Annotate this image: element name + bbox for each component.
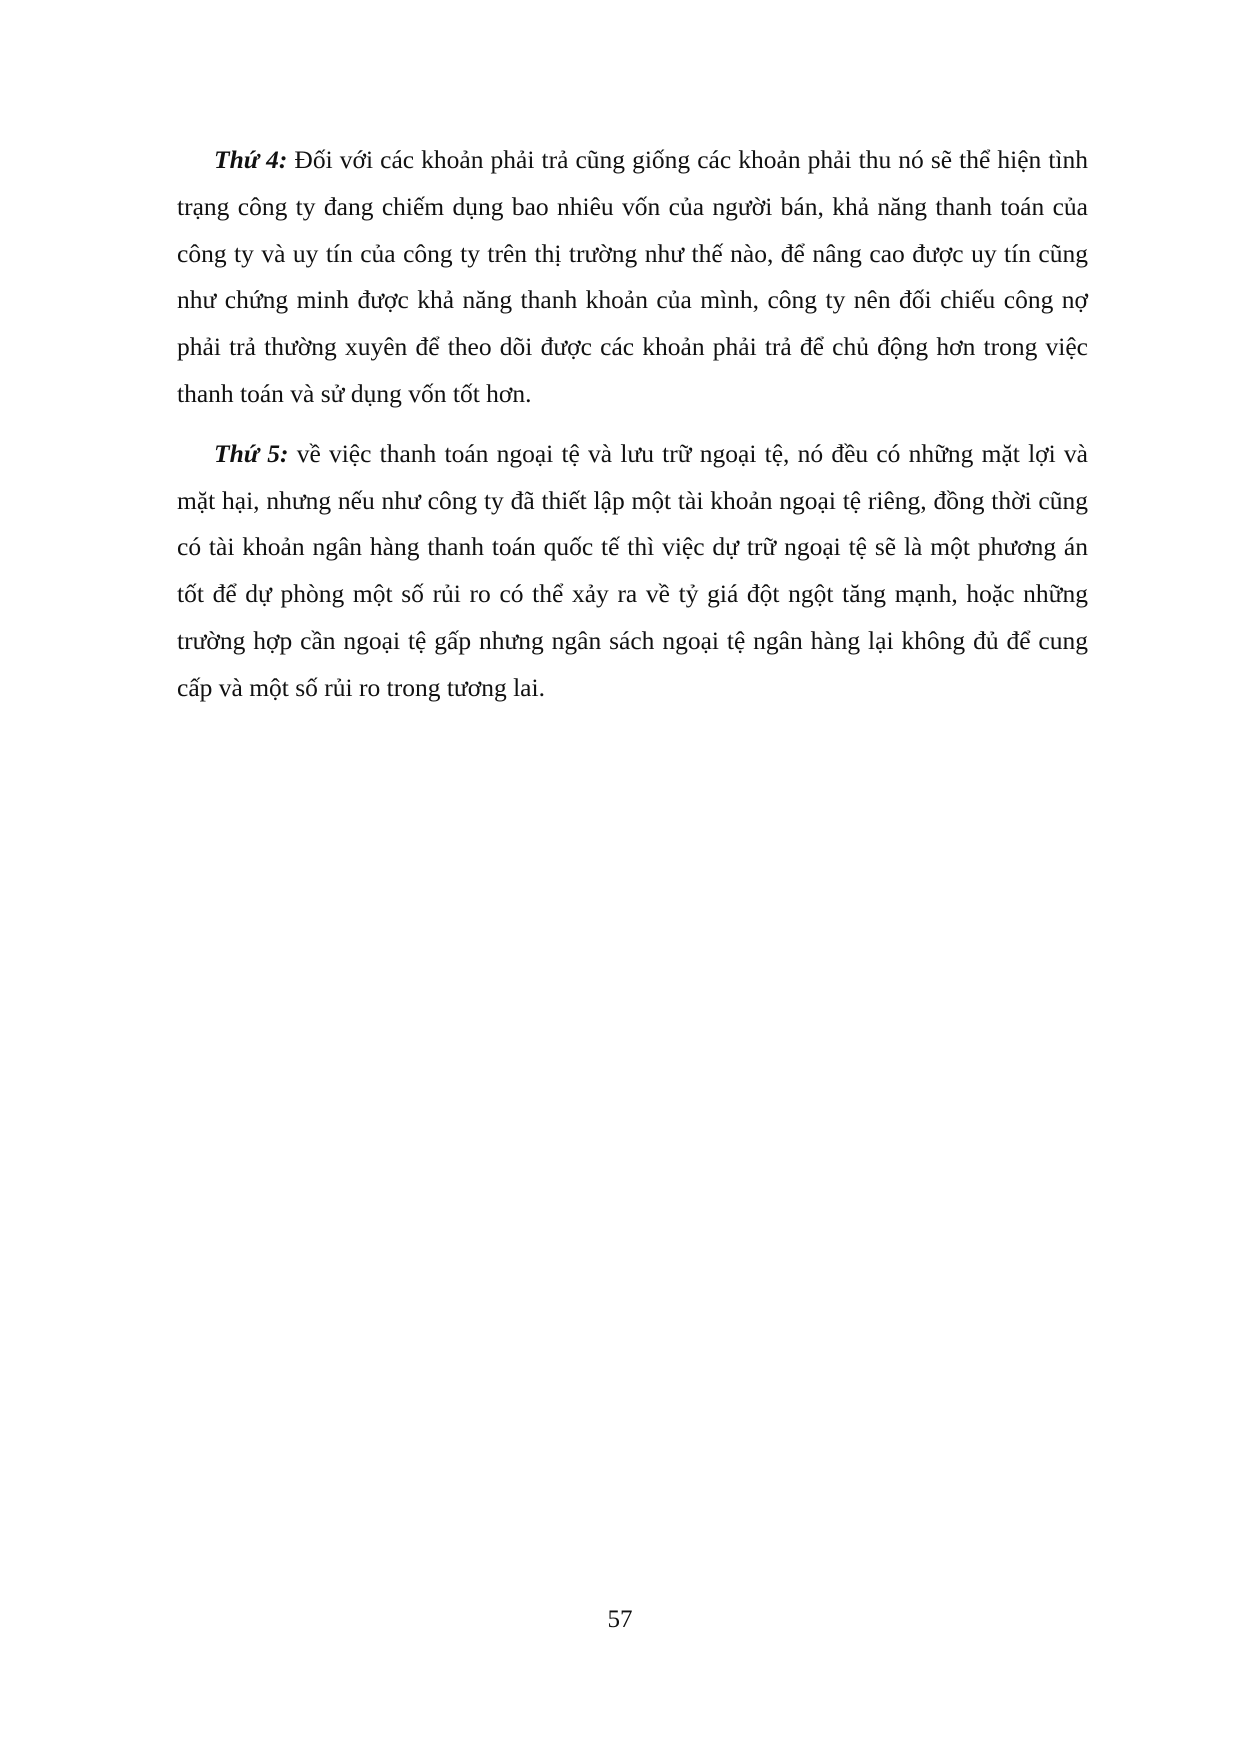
paragraph-thu-4 bbox=[177, 137, 1088, 418]
paragraph-text: Đối với các khoản phải trả cũng giống các khoản phải thu nó sẽ thể hiện tình trạng công ty đang chiếm dụng bao nhiêu vốn của người bán, khả năng thanh toán của công ty và uy tín của công ty trên thị trường như thế nào, để nâng cao được uy tín cũng như chứng minh được khả năng thanh khoản của mình, công ty nên đối chiếu công nợ phải trả thường xuyên để theo dõi được các khoản phải trả để chủ động hơn trong việc thanh toán và sử dụng vốn tốt hơn. bbox=[177, 145, 1088, 408]
paragraph-lead: Thứ 5: bbox=[214, 438, 289, 468]
page-number: 57 bbox=[607, 1606, 633, 1633]
paragraph-text: về việc thanh toán ngoại tệ và lưu trữ ngoại tệ, nó đều có những mặt lợi và mặt hại, nhưng nếu như công ty đã thiết lập một tài khoản ngoại tệ riêng, đồng thời cũng có tài khoản ngân hàng thanh toán quốc tế thì việc dự trữ ngoại tệ sẽ là một phương án tốt để dự phòng một số rủi ro có thể xảy ra về tỷ giá đột ngột tăng mạnh, hoặc những trường hợp cần ngoại tệ gấp nhưng ngân sách ngoại tệ ngân hàng lại không đủ để cung cấp và một số rủi ro trong tương lai. bbox=[177, 438, 1088, 702]
paragraph-thu-5 bbox=[177, 431, 1088, 712]
page-body bbox=[177, 137, 1088, 725]
paragraph-lead: Thứ 4: bbox=[214, 145, 288, 174]
